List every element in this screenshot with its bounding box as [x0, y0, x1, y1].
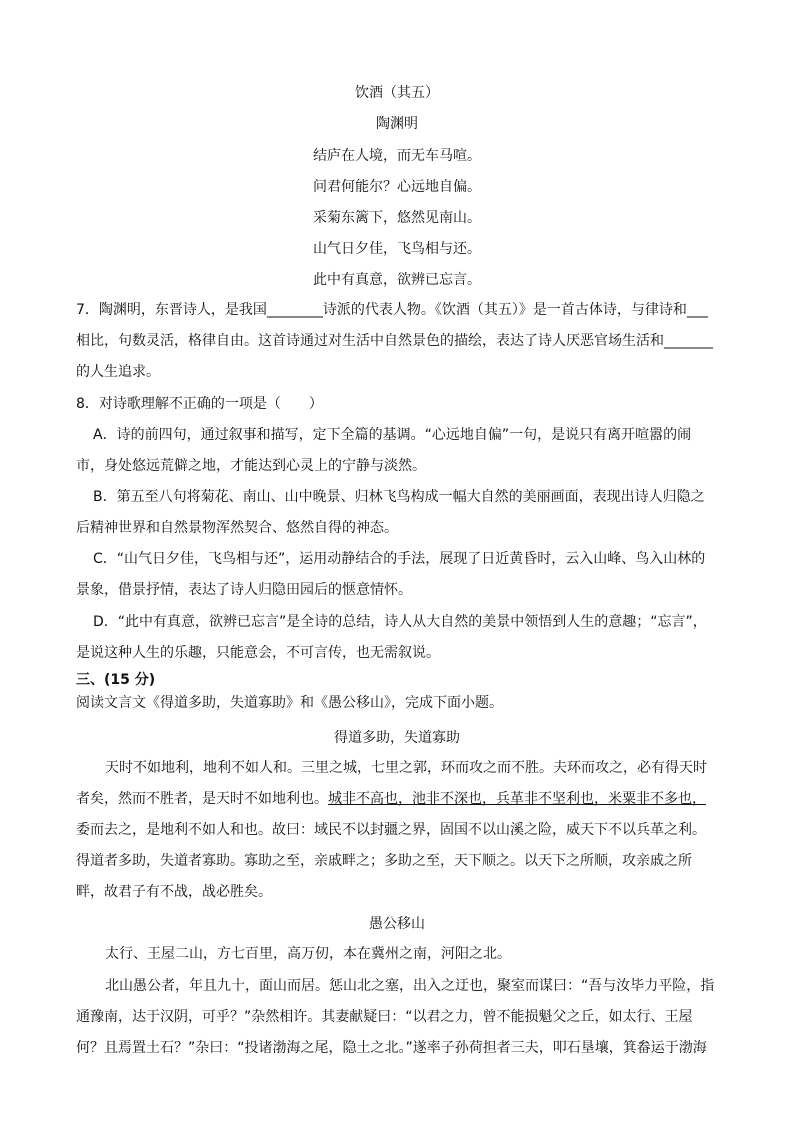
passage-line: 通豫南，达于汉阴，可乎？”杂然相许。其妻献疑曰：“以君之力，曾不能损魁父之丘，如太行、王屋 [76, 1009, 693, 1025]
option-a-cont: 市，身处悠远荒僻之地，才能达到心灵上的宁静与淡然。 [76, 458, 426, 474]
option-b: B．第五至八句将菊花、南山、山中晚景、归林飞鸟构成一幅大自然的美丽画面，表现出诗人归隐之 [93, 489, 705, 505]
passage-line: 北山愚公者，年且九十，面山而居。惩山北之塞，出入之迂也，聚室而谋曰：“吾与汝毕力平险，指 [105, 978, 715, 994]
passage-title: 愚公移山 [369, 916, 425, 932]
poem-title: 饮酒（其五） [355, 85, 439, 101]
passage-line: 太行、王屋二山，方七百里，高万仞，本在冀州之南，河阳之北。 [105, 946, 511, 962]
option-d: D．“此中有真意，欲辨已忘言”是全诗的总结，诗人从大自然的美景中领悟到人生的意趣；“忘言”， [93, 614, 707, 630]
section-instruction: 阅读文言文《得道多助，失道寡助》和《愚公移山》，完成下面小题。 [76, 695, 503, 711]
option-c: C．“山气日夕佳，飞鸟相与还”，运用动静结合的手法，展现了日近黄昏时，云入山峰、鸟入山林的 [93, 551, 706, 567]
question-7-line: 相比，句数灵活，格律自由。这首诗通过对生活中自然景色的描绘，表达了诗人厌恶官场生活和_______ [76, 333, 713, 349]
option-b-cont: 后精神世界和自然景物浑然契合、悠然自得的神态。 [76, 520, 398, 536]
poem-line: 结庐在人境，而无车马喧。 [313, 148, 481, 164]
poem-line: 采菊东篱下，悠然见南山。 [313, 210, 481, 226]
poem-line: 山气日夕佳，飞鸟相与还。 [313, 241, 481, 257]
option-c-cont: 景象，借景抒情，表达了诗人归隐田园后的惬意情怀。 [76, 582, 412, 598]
passage-text: 者矣，然而不胜者，是天时不如地利也。 [76, 791, 328, 807]
poem-line: 此中有真意，欲辨已忘言。 [313, 272, 481, 288]
passage-line: 畔，故君子有不战，战必胜矣。 [76, 884, 272, 900]
section-heading: 三、(15 分) [76, 672, 156, 688]
poem-author: 陶渊明 [376, 116, 418, 132]
passage-line: 何？且焉置土石？”杂曰：“投诸渤海之尾，隐土之北。”遂率子孙荷担者三夫，叩石垦壤，箕畚运于渤海 [76, 1040, 707, 1056]
poem-line: 问君何能尔？心远地自偏。 [313, 179, 481, 195]
question-7-line: 的人生追求。 [76, 364, 160, 380]
passage-title: 得道多助，失道寡助 [334, 730, 460, 746]
passage-line [76, 789, 748, 809]
option-d-cont: 是说这种人生的乐趣，只能意会，不可言传，也无需叙说。 [76, 645, 440, 661]
question-7-line: 7．陶渊明，东晋诗人，是我国________诗派的代表人物。《饮酒（其五）》是一首古体诗，与律诗和___ [76, 302, 708, 318]
option-a: A．诗的前四句，通过叙事和描写，定下全篇的基调。“心远地自偏”一句，是说只有离开喧嚣的闹 [93, 427, 692, 443]
passage-line: 天时不如地利，地利不如人和。三里之城，七里之郭，环而攻之而不胜。夫环而攻之，必有得天时 [105, 760, 707, 776]
passage-line: 得道者多助，失道者寡助。寡助之至，亲戚畔之；多助之至，天下顺之。以天下之所顺，攻亲戚之所 [76, 853, 692, 869]
underlined-sentence: 城非不高也，池非不深也，兵革非不坚利也，米粟非不多也， [328, 791, 706, 807]
passage-line: 委而去之，是地利不如人和也。故曰：域民不以封疆之界，固国不以山溪之险，威天下不以兵革之利。 [76, 822, 706, 838]
question-8-stem: 8．对诗歌理解不正确的一项是（ ） [76, 396, 323, 412]
